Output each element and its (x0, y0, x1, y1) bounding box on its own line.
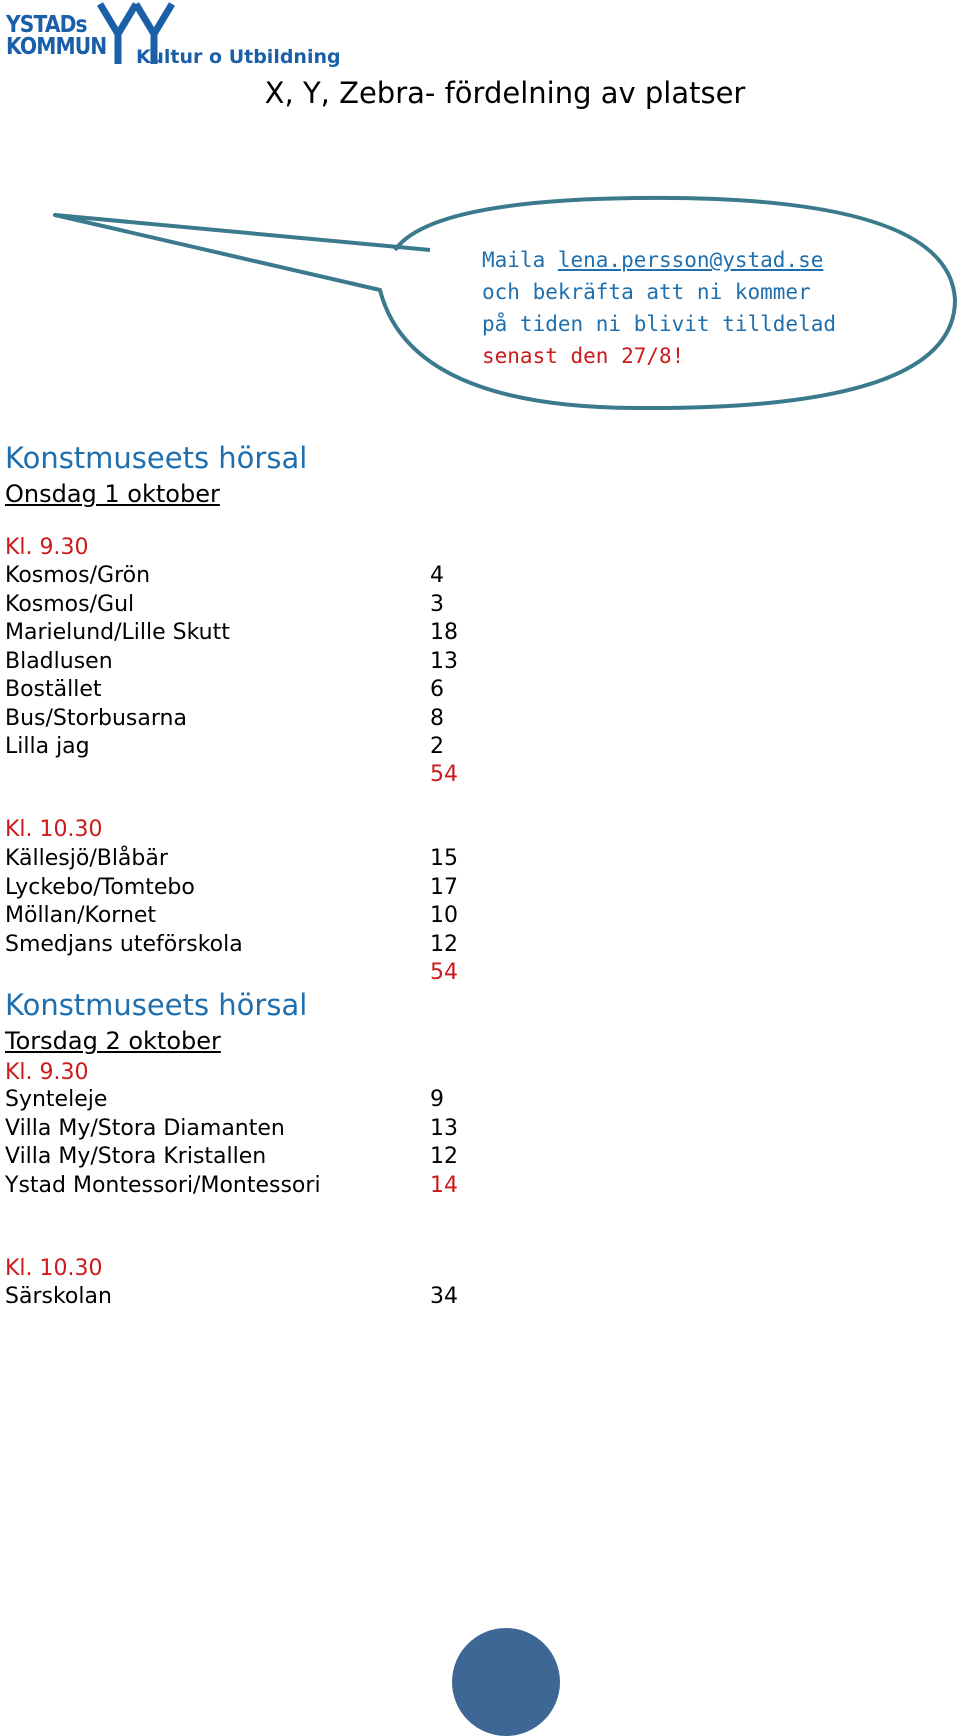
seat-count: 8 (430, 705, 444, 731)
group-name: Villa My/Stora Diamanten (5, 1115, 285, 1141)
logo-text (6, 14, 106, 58)
ystad-kommun-logo (4, 2, 341, 72)
seat-count: 10 (430, 903, 458, 928)
seat-count: 14 (430, 1172, 458, 1198)
group-name: Bostället (5, 677, 102, 702)
list-item (5, 1173, 475, 1201)
slot-total: 54 (430, 960, 458, 985)
group-name: Villa My/Stora Kristallen (5, 1144, 267, 1169)
bubble-line3: på tiden ni blivit tilldelad (482, 312, 837, 336)
list-item (5, 1284, 475, 1312)
list-item (5, 649, 475, 677)
bubble-line2: och bekräfta att ni kommer (482, 280, 811, 304)
list-item (5, 1087, 475, 1115)
list-item (5, 875, 475, 903)
seat-count: 34 (430, 1284, 458, 1309)
page-footer-circle (452, 1628, 560, 1736)
group-name: Marielund/Lille Skutt (5, 620, 230, 645)
list-item (5, 620, 475, 648)
group-name: Ystad Montessori/Montessori (5, 1172, 321, 1198)
group-name: Lyckebo/Tomtebo (5, 874, 195, 900)
list-item (5, 563, 475, 591)
seat-count: 2 (430, 734, 444, 759)
time-slot: Kl. 10.30 (5, 817, 103, 842)
list-item (5, 846, 475, 874)
group-name: Smedjans uteförskola (5, 931, 243, 957)
bubble-deadline: senast den 27/8! (482, 344, 685, 368)
bubble-line1 (482, 244, 902, 276)
slot-total: 54 (430, 762, 458, 787)
group-name: Bladlusen (5, 648, 113, 674)
group-name: Lilla jag (5, 734, 90, 759)
list-item (5, 1116, 475, 1144)
group-name: Kosmos/Gul (5, 591, 135, 617)
bubble-line1-prefix: Maila (482, 248, 558, 272)
seat-count: 3 (430, 591, 444, 617)
group-name: Källesjö/Blåbär (5, 846, 168, 871)
logo-line2: KOMMUN (6, 34, 107, 60)
time-slot: Kl. 9.30 (5, 535, 89, 560)
page-title: X, Y, Zebra- fördelning av platser (264, 76, 746, 110)
seat-count: 15 (430, 846, 458, 871)
seat-count: 17 (430, 874, 458, 900)
list-item (5, 1144, 475, 1172)
seat-count: 18 (430, 620, 458, 645)
venue-heading: Konstmuseets hörsal (5, 441, 308, 475)
seat-count: 6 (430, 677, 444, 702)
group-name: Särskolan (5, 1284, 112, 1309)
group-name: Kosmos/Grön (5, 563, 151, 588)
seat-count: 12 (430, 931, 458, 957)
time-slot: Kl. 9.30 (5, 1060, 89, 1085)
seat-count: 9 (430, 1087, 444, 1112)
seat-count: 12 (430, 1144, 458, 1169)
list-item (5, 592, 475, 620)
bubble-message (482, 244, 902, 372)
group-name: Möllan/Kornet (5, 903, 157, 928)
logo-line1: YSTADs (6, 12, 87, 38)
list-item (5, 932, 475, 960)
list-item (5, 903, 475, 931)
date-heading: Onsdag 1 oktober (5, 480, 220, 508)
date-heading: Torsdag 2 oktober (5, 1027, 221, 1055)
email-link[interactable]: lena.persson@ystad.se (557, 248, 824, 272)
group-name: Synteleje (5, 1087, 108, 1112)
list-item (5, 677, 475, 705)
group-name: Bus/Storbusarna (5, 705, 187, 731)
list-item (5, 734, 475, 762)
logo-subtitle: Kultur o Utbildning (136, 46, 341, 68)
seat-count: 13 (430, 1115, 458, 1141)
venue-heading: Konstmuseets hörsal (5, 988, 308, 1022)
seat-count: 4 (430, 563, 444, 588)
list-item (5, 706, 475, 734)
time-slot: Kl. 10.30 (5, 1256, 103, 1281)
seat-count: 13 (430, 648, 458, 674)
